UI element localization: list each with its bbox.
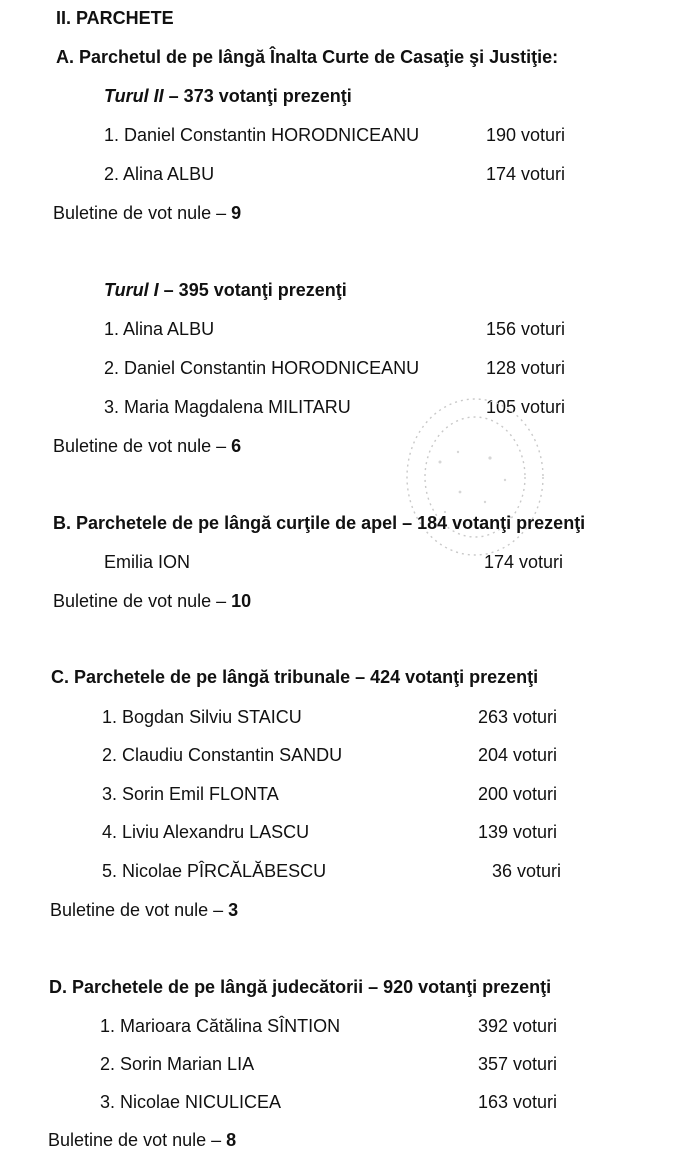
round-i-summary: – 395 votanţi prezenţi bbox=[158, 280, 347, 300]
null-ballots bbox=[53, 435, 241, 457]
null-ballots-count: 10 bbox=[231, 591, 252, 611]
candidate-votes: 105 voturi bbox=[486, 397, 566, 417]
null-ballots bbox=[53, 202, 241, 224]
null-ballots-count: 8 bbox=[226, 1130, 237, 1150]
null-ballots-count: 6 bbox=[231, 436, 242, 456]
candidate-votes: 392 voturi bbox=[478, 1016, 558, 1036]
candidate-name: 1. Daniel Constantin HORODNICEANU bbox=[104, 125, 420, 145]
candidate-name: 4. Liviu Alexandru LASCU bbox=[102, 822, 310, 842]
round-i-label: Turul I bbox=[104, 280, 159, 300]
candidate-votes: 190 voturi bbox=[486, 125, 566, 145]
section-a-heading: A. Parchetul de pe lângă Înalta Curte de Casaţie şi Justiţie: bbox=[56, 47, 559, 67]
candidate-name: 5. Nicolae PÎRCĂLĂBESCU bbox=[102, 861, 327, 881]
faded-stamp bbox=[400, 392, 550, 572]
candidate-votes: 357 voturi bbox=[478, 1054, 558, 1074]
round-i-header bbox=[104, 279, 347, 301]
null-ballots-count: 3 bbox=[228, 900, 239, 920]
null-ballots bbox=[48, 1129, 236, 1151]
round-ii-label: Turul II bbox=[104, 86, 164, 106]
candidate-votes: 128 voturi bbox=[486, 358, 566, 378]
candidate-votes: 204 voturi bbox=[478, 745, 558, 765]
section-c-heading: C. Parchetele de pe lângă tribunale – 424 votanţi prezenţi bbox=[51, 667, 539, 687]
candidate-votes: 263 voturi bbox=[478, 707, 558, 727]
candidate-votes: 36 voturi bbox=[492, 861, 562, 881]
candidate-votes: 139 voturi bbox=[478, 822, 558, 842]
candidate-votes: 200 voturi bbox=[478, 784, 558, 804]
null-ballots-count: 9 bbox=[231, 203, 242, 223]
candidate-name: 1. Alina ALBU bbox=[104, 319, 215, 339]
null-ballots-label: Buletine de vot nule – bbox=[53, 203, 232, 223]
candidate-votes: 163 voturi bbox=[478, 1092, 558, 1112]
null-ballots-label: Buletine de vot nule – bbox=[53, 436, 232, 456]
candidate-name: 1. Marioara Cătălina SÎNTION bbox=[100, 1016, 341, 1036]
null-ballots-label: Buletine de vot nule – bbox=[50, 900, 229, 920]
document-title: II. PARCHETE bbox=[56, 8, 174, 28]
candidate-name: 3. Sorin Emil FLONTA bbox=[102, 784, 279, 804]
null-ballots-label: Buletine de vot nule – bbox=[48, 1130, 227, 1150]
candidate-name: 3. Maria Magdalena MILITARU bbox=[104, 397, 351, 417]
null-ballots-label: Buletine de vot nule – bbox=[53, 591, 232, 611]
candidate-votes: 174 voturi bbox=[484, 552, 564, 572]
candidate-name: Emilia ION bbox=[104, 552, 191, 572]
candidate-name: 2. Daniel Constantin HORODNICEANU bbox=[104, 358, 420, 378]
round-ii-summary: – 373 votanţi prezenţi bbox=[163, 86, 352, 106]
candidate-name: 2. Alina ALBU bbox=[104, 164, 215, 184]
candidate-name: 3. Nicolae NICULICEA bbox=[100, 1092, 282, 1112]
round-ii-header bbox=[104, 85, 352, 107]
candidate-votes: 156 voturi bbox=[486, 319, 566, 339]
null-ballots bbox=[53, 590, 251, 612]
section-b-heading: B. Parchetele de pe lângă curţile de apel – 184 votanţi prezenţi bbox=[53, 513, 586, 533]
candidate-votes: 174 voturi bbox=[486, 164, 566, 184]
candidate-name: 1. Bogdan Silviu STAICU bbox=[102, 707, 302, 727]
candidate-name: 2. Claudiu Constantin SANDU bbox=[102, 745, 343, 765]
null-ballots bbox=[50, 899, 238, 921]
candidate-name: 2. Sorin Marian LIA bbox=[100, 1054, 255, 1074]
section-d-heading: D. Parchetele de pe lângă judecătorii – 920 votanţi prezenţi bbox=[49, 977, 552, 997]
